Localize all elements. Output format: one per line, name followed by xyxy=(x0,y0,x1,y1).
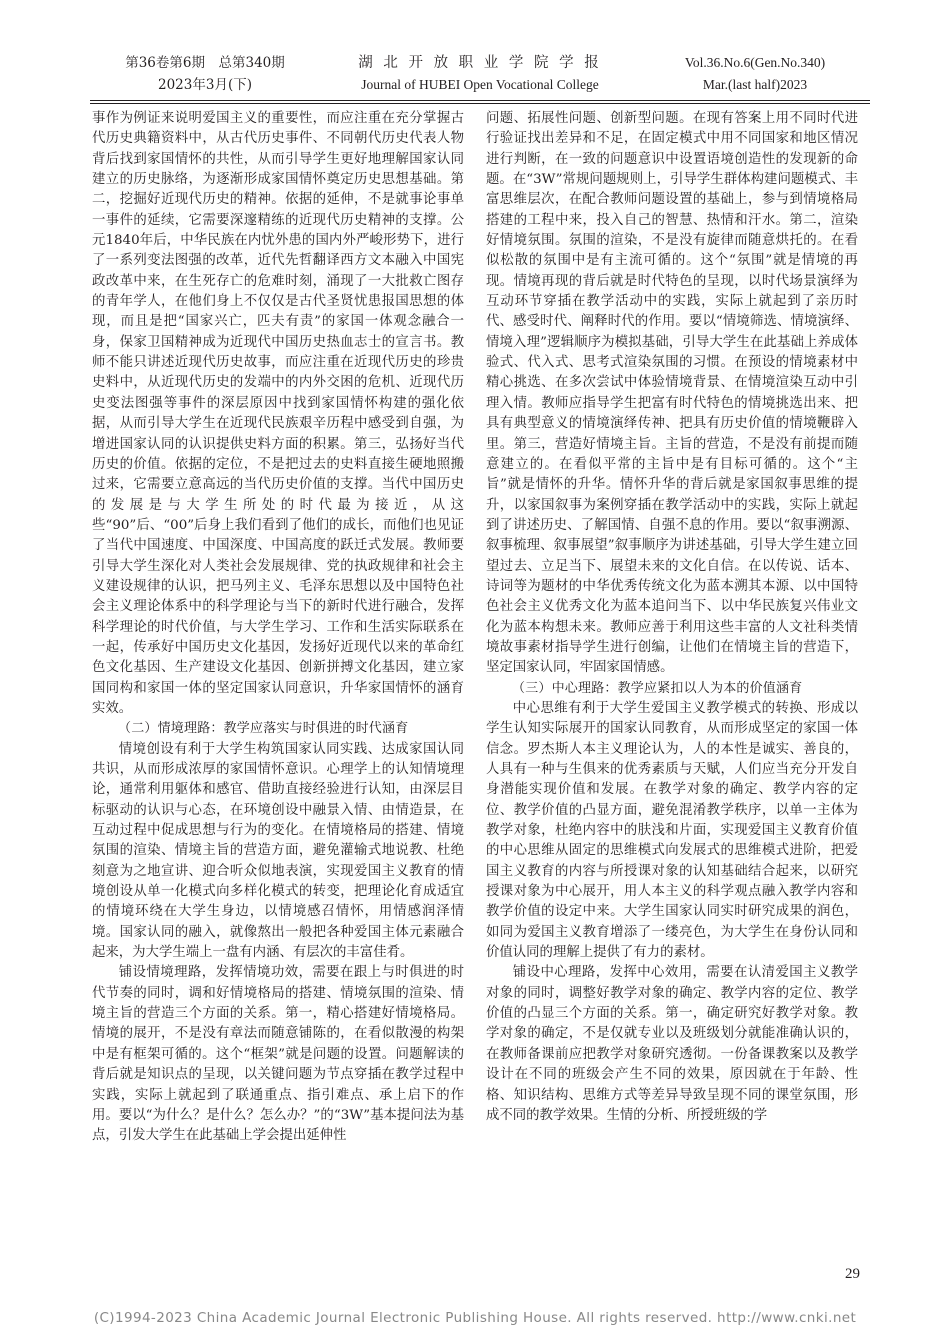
header-right xyxy=(655,52,855,96)
journal-title-en: Journal of HUBEI Open Vocational College xyxy=(361,77,599,92)
left-paragraph-1: 事作为例证来说明爱国主义的重要性，而应注重在充分掌握古代历史典籍资料中，从古代历史事件、不同朝代历史代表人物背后找到家国情怀的共性，从而引导学生更好地理解国家认同建立的历史脉络，为逐渐形成家国情怀奠定历史思想基础。第二，挖掘好近现代历史的精神。依据的延伸，不是就事论事单一事件的延续，它需要深邃精练的近现代历史精神的支撑。公元1840年后，中华民族在内忧外患的国内外严峻形势下，进行了一系列变法图强的改革，近代先哲翻译西方文本融入中国宪政改革中来，在生死存亡的危难时刻，涌现了一大批救亡图存的青年学人，在他们身上不仅仅是古代圣贤忧患报国思想的体现，而且是把“国家兴亡，匹夫有责”的家国一体观念融合一身，保家卫国精神成为近现代中国历史热血志士的宣言书。教师不能只讲述近现代历史故事，而应注重在近现代历史的珍贵史料中，从近现代历史的发端中的内外交困的危机、近现代历史变法图强等事件的深层原因中找到家国情怀构建的强化依据，从而引导大学生在近现代民族艰辛历程中感受到自强，为增进国家认同的认识提供史料方面的积累。第三，弘扬好当代历史的价值。依据的定位，不是把过去的史料直接生硬地照搬过来，它需要立意高远的当代历史价值的支撑。当代中国历史的发展是与大学生所处的时代最为接近，从这些“90”后、“00”后身上我们看到了他们的成长，而他们也见证了当代中国速度、中国深度、中国高度的跃迁式发展。教师要引导大学生深化对人类社会发展规律、党的执政规律和社会主义建设规律的认识，把马列主义、毛泽东思想以及中国特色社会主义理论体系中的科学理论与当下的新时代进行融合，发挥科学理论的时代价值，与大学生学习、工作和生活实际联系在一起，传承好中国历史文化基因，发扬好近现代以来的革命红色文化基因、生产建设文化基因、创新拼搏文化基因，建立家国同构和家国一体的坚定国家认同意识，升华家国情怀的涵育实效。 xyxy=(92,111,464,716)
header-center xyxy=(330,52,630,96)
header-rule-top xyxy=(90,100,870,101)
right-paragraph-3: 铺设中心理路，发挥中心效用，需要在认清爱国主义教学对象的同时，调整好教学对象的确定、教学内容的定位、教学价值的凸显三个方面的关系。第一，确定研究好教学对象。教学对象的确定，不是仅就专业以及班级划分就能准确认识的，在教师备课前应把教学对象研究透彻。一份备课教案以及教学设计在不同的班级会产生不同的效果，原因就在于年龄、性格、知识结构、思维方式等差异导致呈现不同的课堂氛围，形成不同的教学效果。生情的分析、所授班级的学 xyxy=(486,965,858,1123)
right-column xyxy=(486,109,858,1126)
section-heading-situational: （二）情境理路：教学应落实与时俱进的时代涵育 xyxy=(118,721,409,737)
header-date-en: Mar.(last half)2023 xyxy=(702,77,808,92)
left-paragraph-3: 铺设情境理路，发挥情境功效，需要在跟上与时俱进的时代节奏的同时，调和好情境格局的搭建、情境氛围的渲染、情境主旨的营造三个方面的关系。第一，精心搭建好情境格局。情境的展开，不是没有章法而随意铺陈的，在看似散漫的构架中是有框架可循的。这个“框架”就是问题的设置。问题解读的背后就是知识点的呈现，以关键问题为节点穿插在教学过程中实践，实际上就起到了联通重点、指引难点、承上启下的作用。要以“为什么？是什么？怎么办？”的“3W”基本提问法为基点，引发大学生在此基础上学会提出延伸性 xyxy=(92,965,464,1144)
header-date: 2023年3月(下) xyxy=(158,77,252,93)
right-paragraph-1: 问题、拓展性问题、创新型问题。在现有答案上用不同时代进行验证找出差异和不足，在固定模式中用不同国家和地区情况进行判断，在一致的问题意识中设置语境创造性的发现新的命题。在“3W”常规问题规则上，引导学生群体构建问题模式、丰富思维层次，在配合教师问题设置的基础上，参与到情境格局搭建的工程中来，投入自己的智慧、热情和汗水。第二，渲染好情境氛围。氛围的渲染，不是没有旋律而随意烘托的。在看似松散的氛围中是有主流可循的。这个“氛围”就是情境的再现。情境再现的背后就是时代特色的呈现，以时代场景演绎为互动环节穿插在教学活动中的实践，实际上就起到了亲历时代、感受时代、阐释时代的作用。要以“情境筛选、情境演绎、情境入理”逻辑顺序为模拟基础，引导大学生在此基础上养成体验式、代入式、思考式渲染氛围的习惯。在预设的情境素材中精心挑选、在多次尝试中体验情境背景、在情境渲染互动中引理入情。教师应指导学生把富有时代特色的情境挑选出来、把具有典型意义的情境演绎传神、把具有历史价值的情境鞭辟入里。第三，营造好情境主旨。主旨的营造，不是没有前提而随意建立的。在看似平常的主旨中是有目标可循的。这个“主旨”就是情怀的升华。情怀升华的背后就是家国叙事思维的提升，以家国叙事为案例穿插在教学活动中的实践，实际上就起到了讲述历史、了解国情、自强不息的作用。要以“叙事溯源、叙事梳理、叙事展望”叙事顺序为讲述基础，引导大学生建立回望过去、立足当下、展望未来的文化自信。在以传说、话本、诗词等为题材的中华优秀传统文化为蓝本溯其本源、以中国特色社会主义优秀文化为蓝本追问当下、以中华民族复兴伟业文化为蓝本构想未来。教师应善于利用这些丰富的人文社科类情境故事素材指导学生进行创编，让他们在情境主旨的营造下，坚定国家认同，牢固家国情感。 xyxy=(486,111,858,676)
header-volume: 第36卷第6期 总第340期 xyxy=(125,55,285,71)
copyright-footer: (C)1994-2023 China Academic Journal Electronic Publishing House. All rights reserved. http://www.cnki.net xyxy=(93,1310,857,1326)
header-rule-bottom xyxy=(90,103,870,104)
header-left xyxy=(105,52,305,96)
journal-title-cn: 湖 北 开 放 职 业 学 院 学 报 xyxy=(358,55,602,71)
left-column xyxy=(92,109,464,1147)
section-heading-central: （三）中心理路：教学应紧扣以人为本的价值涵育 xyxy=(512,680,803,696)
page-number: 29 xyxy=(845,1266,860,1282)
header-volume-en: Vol.36.No.6(Gen.No.340) xyxy=(684,55,826,70)
right-paragraph-2: 中心思维有利于大学生爱国主义教学模式的转换、形成以学生认知实际展开的国家认同教育，从而形成坚定的家国一体信念。罗杰斯人本主义理论认为，人的本性是诚实、善良的，人具有一种与生俱来的优秀素质与天赋，人们应当充分开发自身潜能实现价值和发展。在教学对象的确定、教学内容的定位、教学价值的凸显方面，避免混淆教学秩序，以单一主体为教学对象，杜绝内容中的肤浅和片面，实现爱国主义教育价值的中心思维从固定的思维模式向发展式的思维模式进阶，把爱国主义教育的内容与所授课对象的认知基础结合起来，以研究授课对象为中心展开，用人本主义的科学观点融入教学内容和教学价值的设定中来。大学生国家认同实时研究成果的润色，如同为爱国主义教育增添了一缕亮色，为大学生在身份认同和价值认同的理解上提供了有力的素材。 xyxy=(486,700,858,961)
left-paragraph-2: 情境创设有利于大学生构筑国家认同实践、达成家国认同共识，从而形成浓厚的家国情怀意识。心理学上的认知情境理论，通常利用躯体和感官、借助直接经验进行认知，由深层目标驱动的认识与心态，在环境创设中融景入情、由情造景，在互动过程中促成思想与行为的变化。在情境格局的搭建、情境氛围的渲染、情境主旨的营造方面，避免灌输式地说教、杜绝刻意为之地宣讲、迎合听众似地表演，实现爱国主义教育的情境创设从单一化模式向多样化模式的转变，把理论化育成适宜的情境环绕在大学生身边，以情境感召情怀，用情感润泽情境。国家认同的融入，就像熬出一般把各种爱国主体元素融合起来，为大学生端上一盘有内涵、有层次的丰富佳肴。 xyxy=(92,741,464,961)
